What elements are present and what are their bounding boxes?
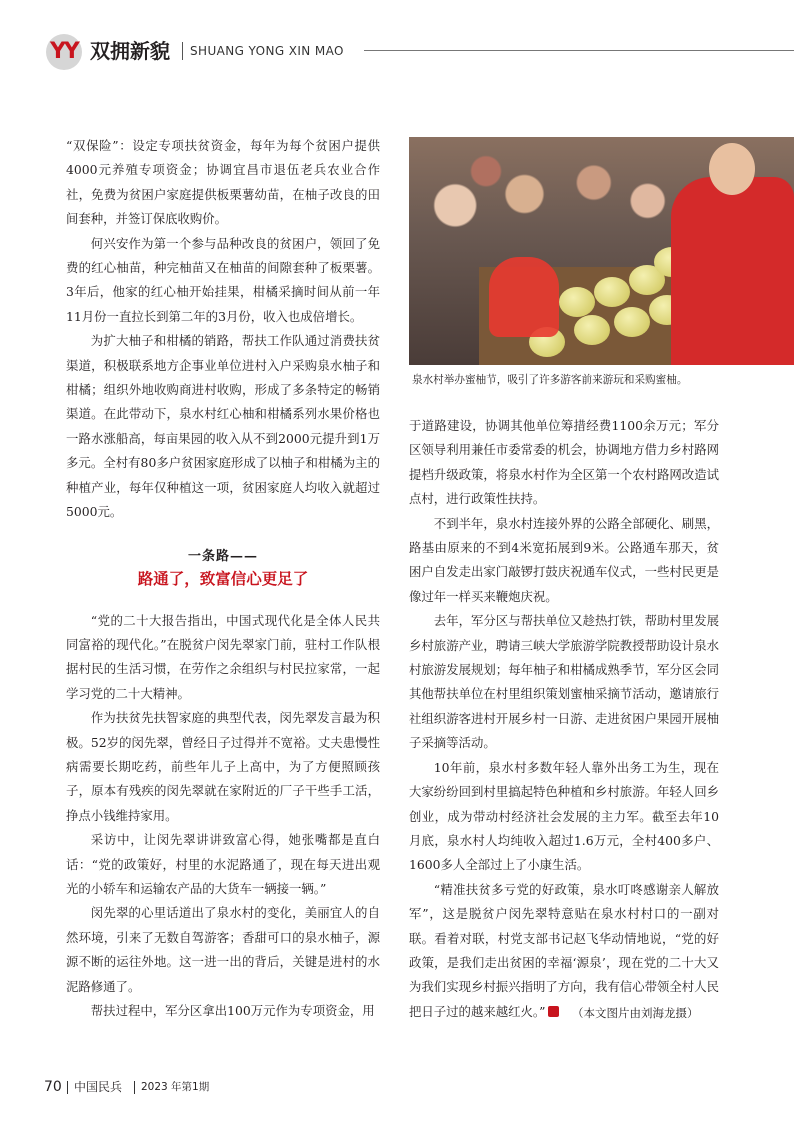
- paragraph: 10年前，泉水村多数年轻人靠外出务工为生，现在大家纷纷回到村里搞起特色种植和乡村旅游。年轻人回乡创业，成为带动村经济社会发展的主力军。截至去年10月底，泉水村人均纯收入超过1.6万元，全村400多户、1600多人全部过上了小康生活。: [409, 759, 719, 873]
- logo-text: YY: [50, 39, 78, 64]
- magazine-name: 中国民兵: [74, 1080, 123, 1094]
- column-logo: [46, 34, 82, 70]
- page-number: 70: [44, 1079, 62, 1095]
- column-title-pinyin: SHUANG YONG XIN MAO: [190, 44, 344, 58]
- pomelo-fruit: [574, 315, 610, 345]
- paragraph: 采访中，让闵先翠讲讲致富心得，她张嘴都是直白话：“党的政策好，村里的水泥路通了，现在每天进出观光的小轿车和运输农产品的大货车一辆接一辆。”: [66, 832, 380, 896]
- paragraph: [409, 878, 719, 1024]
- photo-caption: 泉水村举办蜜柚节，吸引了许多游客前来游玩和采购蜜柚。: [412, 374, 688, 386]
- pomelo-fruit: [594, 277, 630, 307]
- festival-photo: [409, 137, 794, 365]
- footer-divider: [67, 1081, 68, 1094]
- paragraph: 何兴安作为第一个参与品种改良的贫困户，领回了免费的红心柚苗，种完柚苗又在柚苗的间隙套种了板栗薯。3年后，他家的红心柚开始挂果，柑橘采摘时间从前一年11月份一直拉长到第二年的3月份，收入也成倍增长。: [66, 235, 380, 324]
- paragraph: 为扩大柚子和柑橘的销路，帮扶工作队通过消费扶贫渠道，积极联系地方企事业单位进村入户采购泉水柚子和柑橘；组织外地收购商进村收购，形成了多条特定的畅销渠道。在此带动下，泉水村红心柚和柑橘系列水果价格也一路水涨船高，每亩果园的收入从不到2000元提升到1万多元。全村有80多户贫困家庭形成了以柚子和柑橘为主的种植产业，每年仅种植这一项，贫困家庭人均收入就超过5000元。: [66, 333, 380, 520]
- paragraph-text: “精准扶贫多亏党的好政策，泉水叮咚感谢亲人解放军”，这是脱贫户闵先翠特意贴在泉水村村口的一副对联。看着对联，村党支部书记赵飞华动情地说，“党的好政策，是我们走出贫困的幸福‘源泉’，现在党的二十大又为我们实现乡村振兴指明了方向，我有信心带领全村人民把日子过的越来越红火。”: [409, 881, 719, 1019]
- left-column: [66, 134, 380, 1023]
- article-end-icon: [548, 1006, 559, 1017]
- red-bag: [489, 257, 559, 337]
- header-divider: [182, 42, 183, 60]
- footer-divider: [134, 1081, 135, 1094]
- column-title: 双拥新貌: [90, 39, 170, 63]
- section-kicker: 一条路——: [187, 548, 258, 564]
- paragraph: 去年，军分区与帮扶单位又趁热打铁，帮助村里发展乡村旅游产业，聘请三峡大学旅游学院教授帮助设计泉水村旅游发展规划；每年柚子和柑橘成熟季节，军分区会同其他帮扶单位在村里组织策划蜜柚采摘节活动，邀请旅行社组织游客进村开展乡村一日游、走进贫困户果园开展柚子采摘等活动。: [409, 613, 719, 751]
- photo-credit: （本文图片由刘海龙摄）: [572, 1006, 699, 1020]
- volunteer-face: [709, 143, 755, 195]
- pomelo-fruit: [559, 287, 595, 317]
- paragraph: 不到半年，泉水村连接外界的公路全部硬化、刷黑，路基由原来的不到4米宽拓展到9米。公路通车那天，贫困户自发走出家门敲锣打鼓庆祝通车仪式，一些村民更是像过年一样买来鞭炮庆祝。: [409, 515, 719, 604]
- paragraph: 闵先翠的心里话道出了泉水村的变化，美丽宜人的自然环境，引来了无数自驾游客；香甜可口的泉水柚子，源源不断的运往外地。这一进一出的背后，关键是进村的水泥路修通了。: [66, 905, 380, 994]
- header-rule: [364, 50, 794, 51]
- issue-label: 2023 年第1期: [141, 1081, 210, 1093]
- paragraph: “党的二十大报告指出，中国式现代化是全体人民共同富裕的现代化。”在脱贫户闵先翠家门前，驻村工作队根据村民的生活习惯，在劳作之余组织与村民拉家常，一起学习党的二十大精神。: [66, 612, 380, 701]
- volunteer-vest: [671, 177, 794, 365]
- paragraph: 帮扶过程中，军分区拿出100万元作为专项资金，用: [90, 1003, 375, 1018]
- paragraph: 于道路建设，协调其他单位筹措经费1100余万元；军分区领导利用兼任市委常委的机会，协调地方借力乡村路网提档升级政策，将泉水村作为全区第一个农村路网改造试点村，进行政策性扶持。: [409, 418, 719, 507]
- pomelo-fruit: [614, 307, 650, 337]
- section-title: 路通了，致富信心更足了: [137, 569, 309, 588]
- section-heading: [66, 547, 380, 591]
- paragraph: 作为扶贫先扶智家庭的典型代表，闵先翠发言最为积极。52岁的闵先翠，曾经日子过得并不宽裕。丈夫患慢性病需要长期吃药，前些年儿子上高中，为了方便照顾孩子，原本有残疾的闵先翠就在家附近的厂子干些手工活，挣点小钱维持家用。: [66, 710, 380, 823]
- right-column: [409, 414, 719, 1024]
- page-header: [46, 34, 794, 70]
- paragraph: “双保险”：设定专项扶贫资金，每年为每个贫困户提供4000元养殖专项资金；协调宜昌市退伍老兵农业合作社，免费为贫困户家庭提供板栗薯幼苗，在柚子改良的田间套种，并签订保底收购价。: [66, 138, 380, 227]
